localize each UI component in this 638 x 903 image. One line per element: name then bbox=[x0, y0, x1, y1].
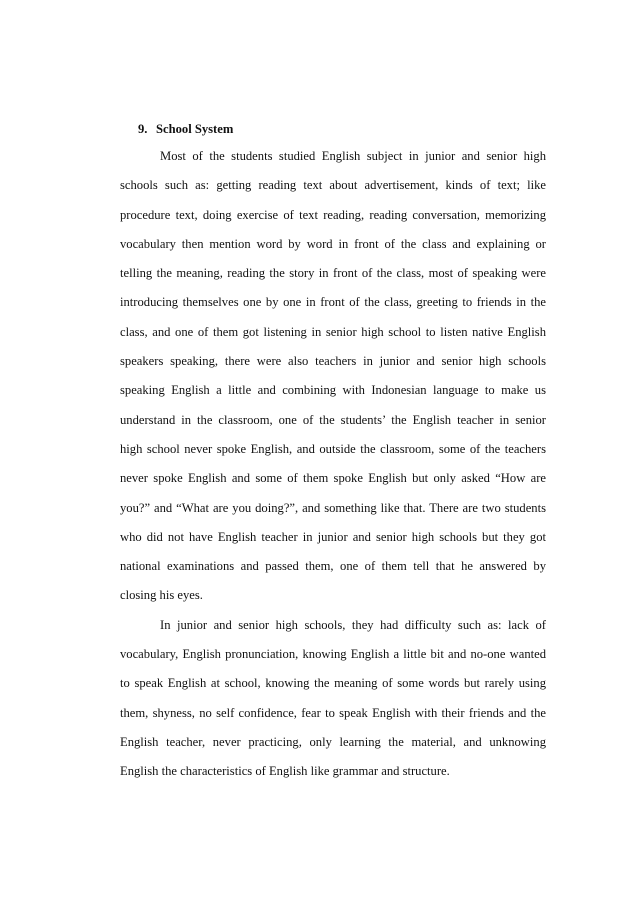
text-line: vocabulary, English pronunciation, knowing English a little bit and no-one wanted bbox=[120, 647, 546, 662]
text-line: procedure text, doing exercise of text reading, reading conversation, memorizing bbox=[120, 207, 546, 222]
text-line: schools such as: getting reading text about advertisement, kinds of text; like bbox=[120, 178, 546, 193]
page-content bbox=[120, 116, 546, 787]
text-line: who did not have English teacher in junior and senior high schools but they got bbox=[120, 529, 546, 544]
text-line: telling the meaning, reading the story in front of the class, most of speaking were bbox=[120, 266, 546, 281]
text-line: to speak English at school, knowing the meaning of some words but rarely using bbox=[120, 676, 546, 691]
text-line: introducing themselves one by one in front of the class, greeting to friends in the bbox=[120, 295, 546, 310]
text-line: understand in the classroom, one of the students’ the English teacher in senior bbox=[120, 412, 546, 427]
section-number: 9. bbox=[138, 122, 148, 136]
text-line: closing his eyes. bbox=[120, 588, 203, 603]
text-line: speaking English a little and combining with Indonesian language to make us bbox=[120, 383, 546, 398]
text-line: speakers speaking, there were also teachers in junior and senior high schools bbox=[120, 354, 546, 369]
text-line: them, shyness, no self confidence, fear to speak English with their friends and the bbox=[120, 705, 546, 720]
text-line: Most of the students studied English subject in junior and senior high bbox=[160, 149, 546, 163]
paragraph-school-system bbox=[120, 142, 546, 611]
text-line: English teacher, never practicing, only learning the material, and unknowing bbox=[120, 734, 546, 749]
text-line: class, and one of them got listening in senior high school to listen native English bbox=[120, 324, 546, 339]
text-line: English the characteristics of English like grammar and structure. bbox=[120, 764, 450, 779]
text-line: you?” and “What are you doing?”, and something like that. There are two students bbox=[120, 500, 546, 515]
text-line: In junior and senior high schools, they had difficulty such as: lack of bbox=[160, 617, 546, 632]
text-line: national examinations and passed them, one of them tell that he answered by bbox=[120, 559, 546, 574]
paragraph-difficulties bbox=[120, 611, 546, 787]
text-line: vocabulary then mention word by word in front of the class and explaining or bbox=[120, 236, 546, 251]
text-line: high school never spoke English, and outside the classroom, some of the teachers bbox=[120, 441, 546, 456]
text-line: never spoke English and some of them spoke English but only asked “How are bbox=[120, 471, 546, 486]
section-heading bbox=[138, 116, 546, 142]
section-title: School System bbox=[156, 122, 234, 136]
